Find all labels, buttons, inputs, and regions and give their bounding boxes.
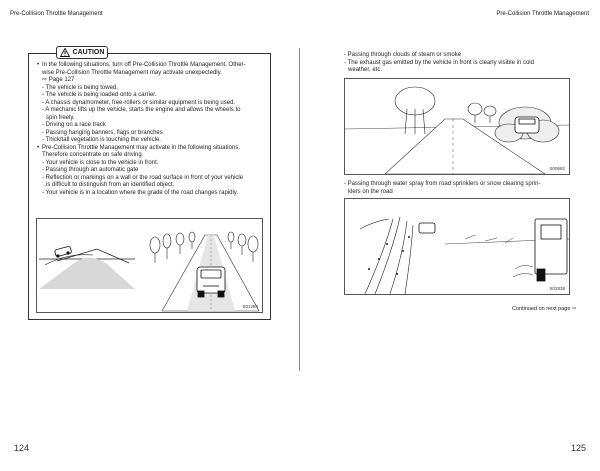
bullet-item-may-activate bbox=[37, 145, 267, 160]
right-list-top bbox=[344, 52, 576, 75]
list-item: - Passing through water spray from road sprinklers or snow clearing sprin- bbox=[344, 181, 541, 187]
list-item: weather, etc. bbox=[348, 67, 383, 73]
list-item: - Driving on a race track bbox=[42, 122, 106, 128]
list-item: - Your vehicle is close to the vehicle in front. bbox=[42, 159, 159, 166]
list-item: - Your vehicle is in a location where the grade of the road changes rapidly. bbox=[42, 189, 239, 196]
list-item: - Passing through clouds of steam or smoke bbox=[344, 52, 462, 58]
caution-text bbox=[37, 62, 267, 197]
caution-label: CAUTION bbox=[72, 49, 105, 56]
list-item: - Passing through an automatic gate bbox=[42, 167, 139, 173]
list-item: - Thick/tall vegetation is touching the vehicle. bbox=[42, 137, 161, 143]
warning-triangle-icon bbox=[60, 48, 70, 57]
figure-code: S01284 bbox=[242, 304, 258, 309]
bullet-dot-icon: • bbox=[37, 144, 40, 151]
list-item: - Passing hanging banners, flags or branches bbox=[42, 129, 163, 136]
illustration-slope-road bbox=[37, 219, 262, 312]
illustration-steam-road bbox=[345, 79, 569, 174]
column-divider bbox=[299, 48, 300, 371]
continued-next-page: Continued on next page ⇨ bbox=[512, 306, 577, 312]
bullet-item-turn-off bbox=[37, 62, 267, 77]
list-item: klers on the road bbox=[348, 188, 393, 195]
text-line: wise Pre-Collision Throttle Management may activate unexpectedly. bbox=[42, 69, 222, 76]
page-reference: ⇨ Page 127 bbox=[42, 77, 75, 83]
figure-steam-smoke bbox=[344, 78, 570, 175]
list-item: - Reflection or markings on a wall or the road surface in front of your vehicle bbox=[42, 174, 244, 181]
vehicle-ahead bbox=[515, 117, 539, 133]
left-page-header: Pre-Collision Throttle Management bbox=[10, 11, 103, 17]
figure-code: S02838 bbox=[549, 286, 565, 291]
list-item: is difficult to distinguish from an identified object. bbox=[46, 182, 175, 188]
sprinkler-truck bbox=[535, 219, 567, 281]
vehicle-ahead bbox=[419, 223, 435, 233]
bullet-dot-icon: • bbox=[37, 62, 40, 68]
right-list-mid bbox=[344, 181, 576, 196]
figure-slope-and-following bbox=[36, 218, 263, 313]
page-number-right: 125 bbox=[570, 443, 586, 453]
list-item: - The exhaust gas emitted by the vehicle in front is clearly visible in cold bbox=[344, 59, 534, 66]
right-page-header: Pre-Collision Throttle Management bbox=[496, 11, 589, 17]
vehicle-rear bbox=[197, 267, 225, 297]
list-item: - A chassis dynamometer, free-rollers or similar equipment is being used. bbox=[42, 99, 236, 106]
figure-code: S00682 bbox=[549, 166, 565, 171]
page-number-left: 124 bbox=[14, 443, 30, 453]
list-item: spin freely. bbox=[46, 114, 75, 121]
list-item: - A mechanic lifts up the vehicle, starts the engine and allows the wheels to bbox=[42, 107, 241, 113]
text-line: Therefore concentrate on safe driving. bbox=[42, 152, 144, 158]
list-item: - The vehicle is being towed. bbox=[42, 84, 118, 91]
list-item: - The vehicle is being loaded onto a carrier. bbox=[42, 92, 157, 98]
text-line: Pre-Collision Throttle Management may activate in the following situations. bbox=[42, 144, 240, 151]
text-line: In the following situations, turn off Pre-Collision Throttle Management. Other- bbox=[42, 62, 246, 68]
caution-title bbox=[56, 46, 108, 59]
illustration-sprinkler-road bbox=[345, 199, 569, 294]
figure-sprinklers bbox=[344, 198, 570, 295]
